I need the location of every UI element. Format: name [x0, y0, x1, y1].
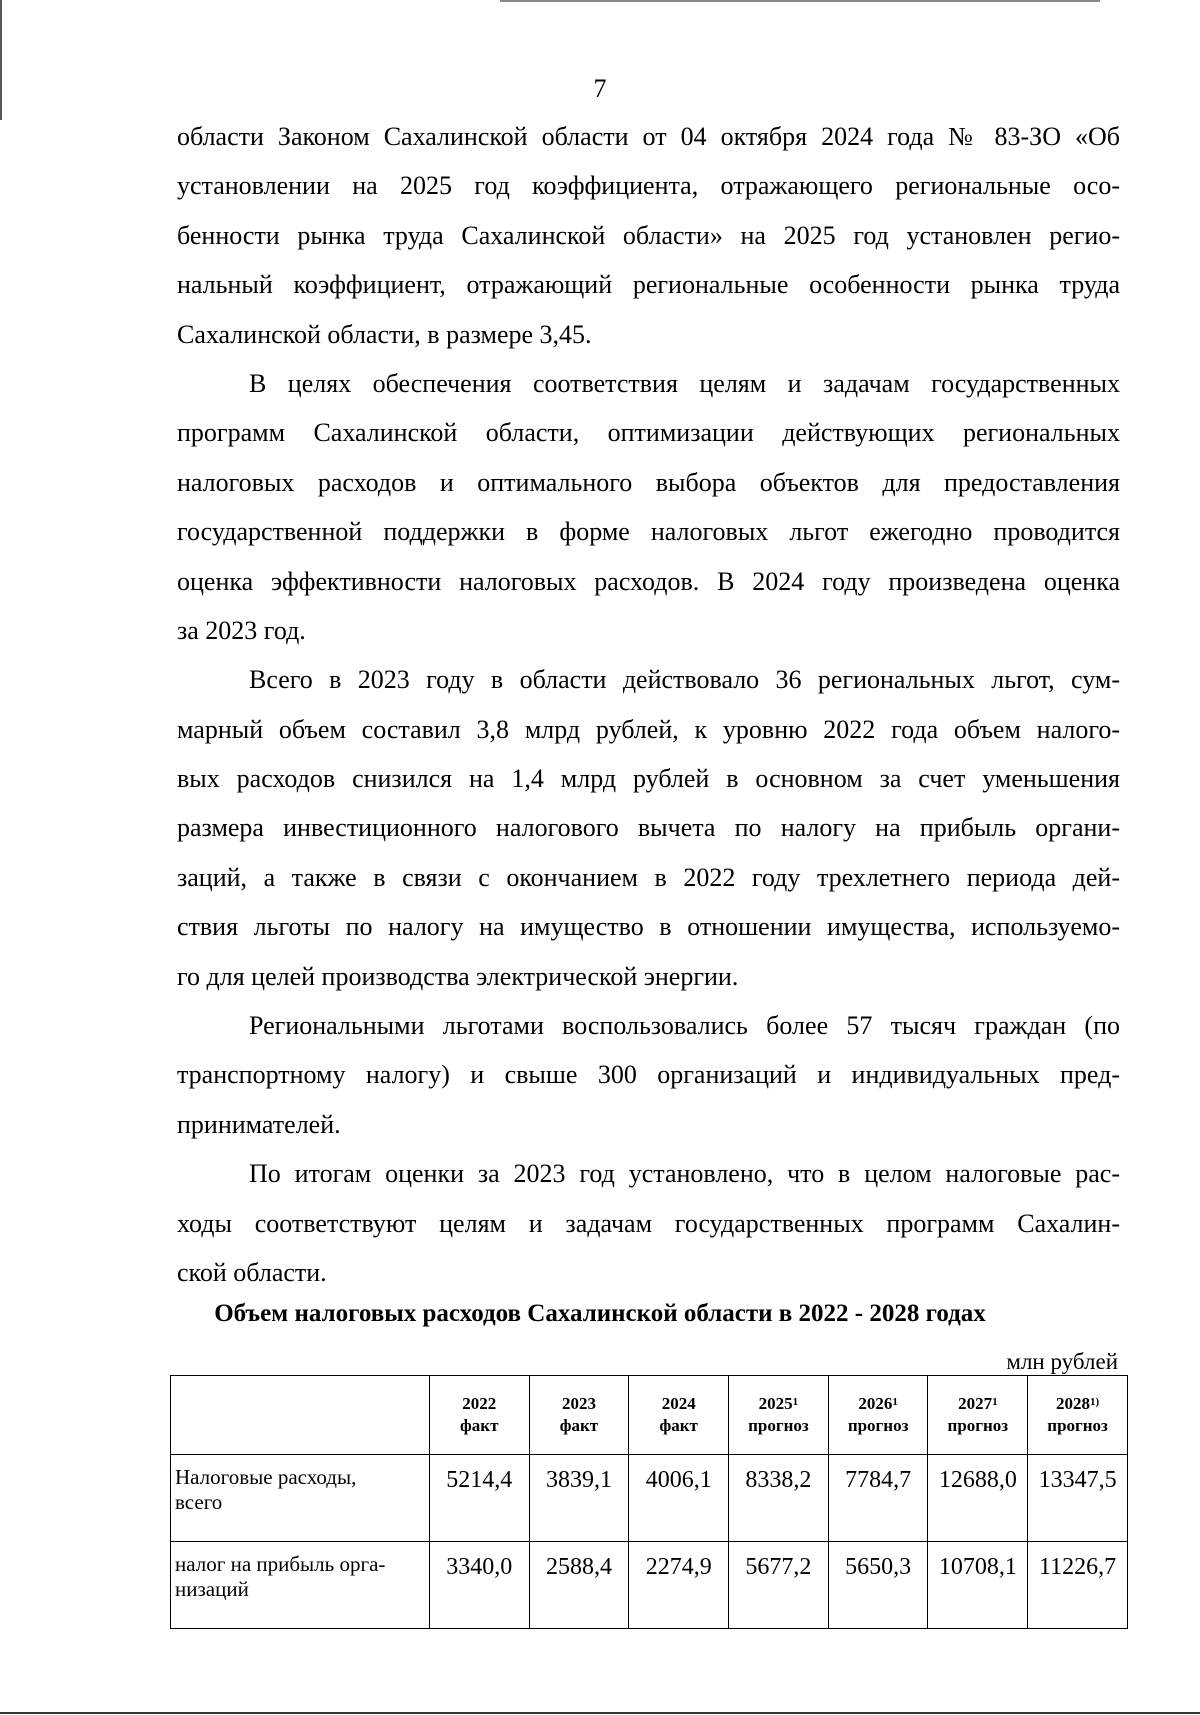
column-kind: факт: [659, 1416, 698, 1435]
column-year: 2025: [758, 1394, 793, 1413]
body-text: [177, 112, 1120, 1297]
table-cell: 2274,9: [629, 1542, 729, 1629]
text-line: ствия льготы по налогу на имущество в отношении имущества, используемо-: [177, 912, 1120, 942]
column-kind: прогноз: [847, 1416, 909, 1435]
column-header-2024: [629, 1376, 729, 1455]
column-kind: факт: [460, 1416, 499, 1435]
page-number: 7: [593, 74, 607, 103]
scan-edge-top: [500, 0, 1100, 2]
column-year: 2027: [958, 1394, 993, 1413]
table-cell: 12688,0: [928, 1455, 1028, 1542]
text-line: ходы соответствуют целям и задачам государственных программ Сахалин-: [177, 1208, 1120, 1238]
row-label: [171, 1455, 430, 1542]
column-header-2025: [729, 1376, 829, 1455]
paragraph: [177, 112, 1120, 359]
row-label: [171, 1542, 430, 1629]
text-line: программ Сахалинской области, оптимизации действующих региональных: [177, 418, 1120, 448]
footnote-mark: 1: [892, 1396, 898, 1408]
row-label-line: низаций: [175, 1577, 249, 1601]
scan-edge-bottom: [0, 1712, 1200, 1714]
paragraph: [177, 1001, 1120, 1149]
table-cell: 4006,1: [629, 1455, 729, 1542]
text-line: го для целей производства электрической энергии.: [177, 961, 739, 991]
column-year: 2023: [561, 1394, 596, 1413]
text-line: ской области.: [177, 1257, 327, 1287]
text-line: области Законом Сахалинской области от 04 октября 2024 года № 83-ЗО «Об: [177, 122, 1120, 151]
row-label-line: всего: [175, 1490, 223, 1514]
footnote-mark: 1: [992, 1396, 998, 1408]
column-kind: прогноз: [748, 1416, 809, 1435]
column-header-2027: [928, 1376, 1028, 1455]
text-line: установлении на 2025 год коэффициента, отражающего региональные осо-: [177, 171, 1120, 201]
table-cell: 5650,3: [828, 1542, 928, 1629]
table-cell: 11226,7: [1028, 1542, 1128, 1629]
column-header-2026: [828, 1376, 928, 1455]
text-line: налоговых расходов и оптимального выбора объектов для предоставления: [177, 467, 1120, 497]
column-header-2023: [529, 1376, 629, 1455]
paragraph: [177, 1149, 1120, 1297]
table-cell: 2588,4: [529, 1542, 629, 1629]
column-year: 2024: [661, 1394, 696, 1413]
footnote-mark: 1: [792, 1396, 799, 1408]
table-cell: 13347,5: [1028, 1455, 1128, 1542]
text-line: Всего в 2023 году в области действовало 36 региональных льгот, сум-: [249, 665, 1120, 695]
table-cell: 5214,4: [429, 1455, 529, 1542]
column-header-2022: [429, 1376, 529, 1455]
table-unit: млн рублей: [1006, 1349, 1118, 1374]
table-row: [171, 1455, 1128, 1542]
text-line: размера инвестиционного налогового вычета по налогу на прибыль органи-: [177, 813, 1120, 843]
table-cell: 10708,1: [928, 1542, 1028, 1629]
tax-expenditures-table: [170, 1375, 1128, 1629]
table-cell: 7784,7: [828, 1455, 928, 1542]
paragraph: [177, 655, 1120, 1001]
column-kind: прогноз: [947, 1416, 1009, 1435]
text-line: заций, а также в связи с окончанием в 2022 году трехлетнего периода дей-: [177, 862, 1120, 892]
text-line: По итогам оценки за 2023 год установлено, что в целом налоговые рас-: [249, 1159, 1120, 1189]
table-header-row: [171, 1376, 1128, 1455]
text-line: оценка эффективности налоговых расходов. В 2024 году произведена оценка: [177, 566, 1120, 596]
table-title: Объем налоговых расходов Сахалинской области в 2022 - 2028 годах: [214, 1300, 986, 1327]
column-year: 2022: [462, 1394, 497, 1413]
footnote-mark: 1): [1090, 1396, 1100, 1408]
row-label-line: Налоговые расходы,: [175, 1465, 357, 1489]
table-header-blank: [171, 1376, 430, 1455]
text-line: марный объем составил 3,8 млрд рублей, к уровню 2022 года объем налого-: [177, 714, 1120, 744]
text-line: бенности рынка труда Сахалинской области» на 2025 год установлен регио-: [177, 220, 1120, 250]
text-line: В целях обеспечения соответствия целям и задачам государственных: [249, 368, 1120, 398]
text-line: вых расходов снизился на 1,4 млрд рублей в основном за счет уменьшения: [177, 764, 1120, 794]
text-line: государственной поддержки в форме налоговых льгот ежегодно проводится: [177, 517, 1120, 547]
table-cell: 3839,1: [529, 1455, 629, 1542]
row-label-line: налог на прибыль орга-: [175, 1552, 386, 1576]
column-header-2028: [1028, 1376, 1128, 1455]
paragraph: [177, 359, 1120, 655]
table-cell: 5677,2: [729, 1542, 829, 1629]
text-line: за 2023 год.: [177, 615, 306, 645]
text-line: принимателей.: [177, 1109, 341, 1139]
text-line: Сахалинской области, в размере 3,45.: [177, 319, 592, 349]
column-year: 2026: [858, 1394, 893, 1413]
table-cell: 8338,2: [729, 1455, 829, 1542]
text-line: транспортному налогу) и свыше 300 организаций и индивидуальных пред-: [177, 1060, 1120, 1090]
column-kind: факт: [559, 1416, 599, 1435]
text-line: нальный коэффициент, отражающий региональные особенности рынка труда: [177, 270, 1120, 300]
table-row: [171, 1542, 1128, 1629]
text-line: Региональными льготами воспользовались более 57 тысяч граждан (по: [249, 1011, 1120, 1041]
column-kind: прогноз: [1047, 1416, 1108, 1435]
table-cell: 3340,0: [429, 1542, 529, 1629]
column-year: 2028: [1056, 1394, 1091, 1413]
